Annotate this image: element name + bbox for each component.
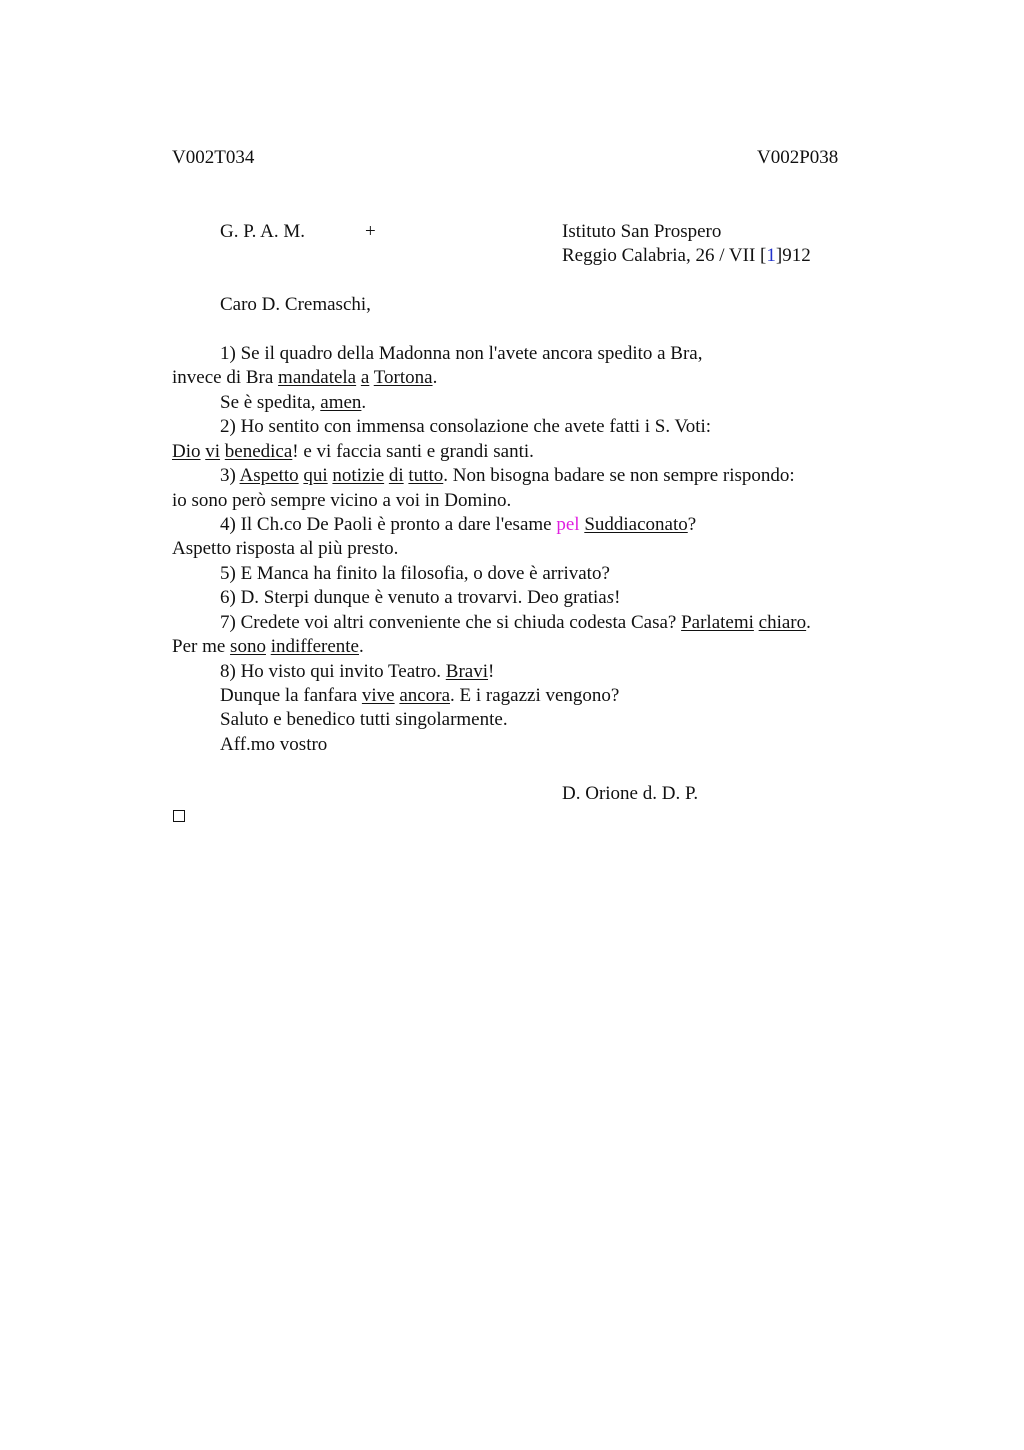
paragraph-2-line-1: 2) Ho sentito con immensa consolazione che avete fatti i S. Voti: xyxy=(220,416,712,437)
paragraph-2-line-2: Dio vi benedica! e vi faccia santi e grandi santi. xyxy=(172,441,534,462)
document-code-left: V002T034 xyxy=(172,147,255,168)
letterhead-institute: Istituto San Prospero xyxy=(562,221,722,242)
closing-formula: Aff.mo vostro xyxy=(220,734,328,755)
letterhead-initials: G. P. A. M. xyxy=(220,221,305,242)
paragraph-4-line-2: Aspetto risposta al più presto. xyxy=(172,538,399,559)
paragraph-1-line-2: invece di Bra mandatela a Tortona. xyxy=(172,367,438,388)
paragraph-6: 6) D. Sterpi dunque è venuto a trovarvi. Deo gratias! xyxy=(220,587,621,608)
paragraph-7-line-2: Per me sono indifferente. xyxy=(172,636,364,657)
signature: D. Orione d. D. P. xyxy=(562,783,699,804)
end-marker-square xyxy=(173,810,185,822)
letterhead-cross: + xyxy=(365,221,376,242)
paragraph-4-line-1: 4) Il Ch.co De Paoli è pronto a dare l'esame pel Suddiaconato? xyxy=(220,514,697,535)
paragraph-3-line-2: io sono però sempre vicino a voi in Domino. xyxy=(172,490,512,511)
paragraph-1-line-1: 1) Se il quadro della Madonna non l'avete ancora spedito a Bra, xyxy=(220,343,703,364)
paragraph-3-line-1: 3) Aspetto qui notizie di tutto. Non bisogna badare se non sempre rispondo: xyxy=(220,465,795,486)
paragraph-7-line-1: 7) Credete voi altri conveniente che si chiuda codesta Casa? Parlatemi chiaro. xyxy=(220,612,811,633)
closing-greeting: Saluto e benedico tutti singolarmente. xyxy=(220,709,508,730)
paragraph-8-line-2: Dunque la fanfara vive ancora. E i ragazzi vengono? xyxy=(220,685,620,706)
paragraph-8-line-1: 8) Ho visto qui invito Teatro. Bravi! xyxy=(220,661,495,682)
letterhead-place-date: Reggio Calabria, 26 / VII [1]912 xyxy=(562,245,811,266)
paragraph-5: 5) E Manca ha finito la filosofia, o dove è arrivato? xyxy=(220,563,610,584)
document-code-right: V002P038 xyxy=(757,147,839,168)
salutation: Caro D. Cremaschi, xyxy=(220,294,371,315)
paragraph-1-line-3: Se è spedita, amen. xyxy=(220,392,367,413)
